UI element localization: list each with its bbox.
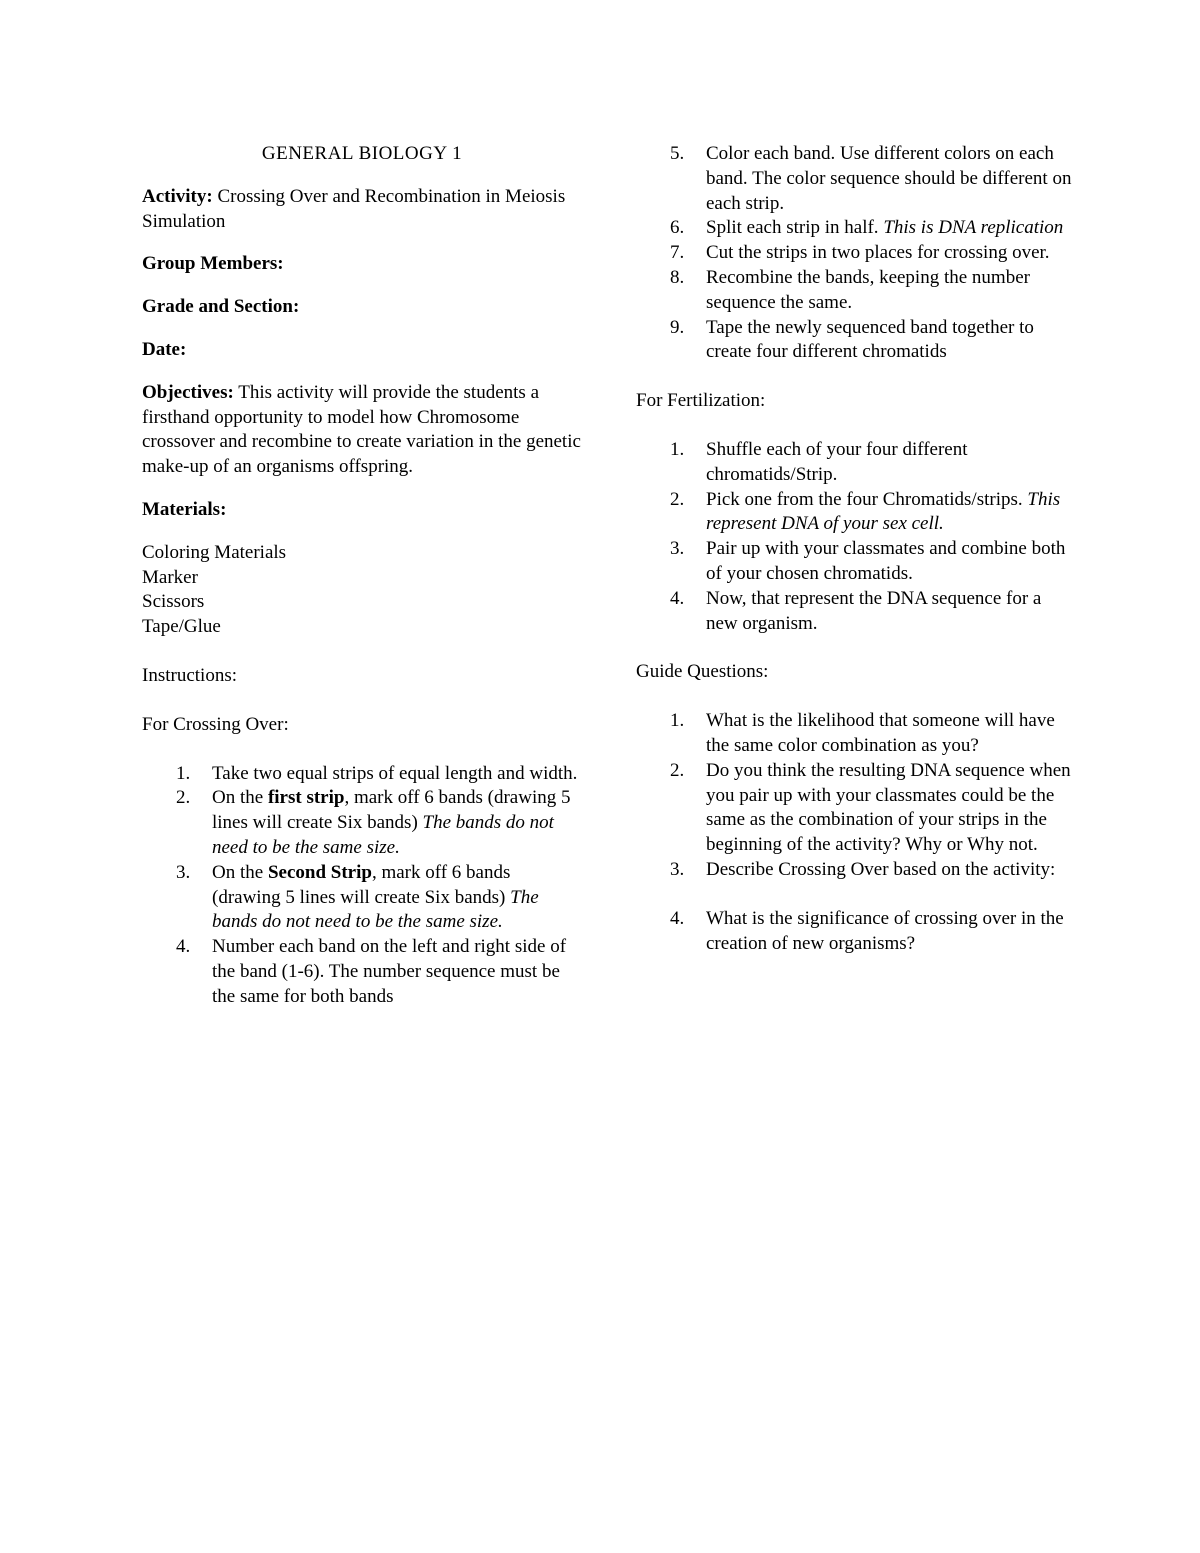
list-text: On the xyxy=(212,861,268,883)
list-text: Take two equal strips of equal length and width. xyxy=(212,762,578,784)
list-item xyxy=(636,858,1076,883)
guide-questions-label: Guide Questions: xyxy=(636,661,769,683)
crossing-over-list-continued xyxy=(636,142,1076,365)
list-text: Cut the strips in two places for crossing over. xyxy=(706,242,1050,264)
guide-questions-list xyxy=(636,709,1076,956)
list-number: 9. xyxy=(670,316,685,338)
list-bold-text: first strip xyxy=(267,787,345,809)
list-item xyxy=(636,438,1076,488)
instructions-label: Instructions: xyxy=(142,664,237,686)
list-item xyxy=(636,587,1076,637)
objectives-paragraph xyxy=(142,381,582,480)
list-number: 6. xyxy=(670,217,685,239)
right-column xyxy=(636,142,1076,956)
list-text: , mark off 6 bands (drawing 5 lines will create Six bands) xyxy=(212,861,511,908)
group-members-label: Group Members: xyxy=(142,253,284,275)
list-item xyxy=(636,488,1076,538)
list-number: 4. xyxy=(670,907,685,929)
list-text: Recombine the bands, keeping the number sequence the same. xyxy=(706,266,1030,313)
list-item xyxy=(636,316,1076,366)
list-text: What is the significance of crossing over in the creation of new organisms? xyxy=(706,907,1064,954)
list-number: 1. xyxy=(176,762,191,784)
list-item xyxy=(636,142,1076,216)
list-text: On the xyxy=(212,787,268,809)
list-text: Tape the newly sequenced band together to create four different chromatids xyxy=(706,316,1034,363)
list-number: 1. xyxy=(670,438,685,460)
material-item: Tape/Glue xyxy=(142,616,221,638)
material-item: Marker xyxy=(142,566,198,588)
list-number: 2. xyxy=(670,488,685,510)
date-label: Date: xyxy=(142,338,187,360)
list-text: Pick one from the four Chromatids/strips. xyxy=(706,488,1028,510)
left-column xyxy=(142,142,582,1010)
list-number: 8. xyxy=(670,266,685,288)
list-item xyxy=(142,786,582,860)
material-item: Coloring Materials xyxy=(142,541,287,563)
list-text: Split each strip in half. xyxy=(706,217,884,239)
activity-text: Crossing Over and Recombination in Meiosis Simulation xyxy=(142,185,566,232)
activity-label: Activity: xyxy=(142,185,213,207)
list-number: 1. xyxy=(670,710,685,732)
list-number: 2. xyxy=(176,787,191,809)
crossing-over-label: For Crossing Over: xyxy=(142,713,289,735)
list-text: Do you think the resulting DNA sequence when you pair up with your classmates could be the same as the combination of your strips in the beginning of the activity? Why or Why not. xyxy=(706,759,1071,856)
grade-section-label: Grade and Section: xyxy=(142,296,300,318)
materials-label: Materials: xyxy=(142,498,227,520)
list-number: 3. xyxy=(670,858,685,880)
list-text: Now, that represent the DNA sequence for a new organism. xyxy=(706,587,1042,634)
objectives-text: This activity will provide the students a firsthand opportunity to model how Chromosome crossover and recombine to create variation in the genetic make-up of an organisms offspring. xyxy=(142,381,581,478)
crossing-over-list xyxy=(142,762,582,1010)
objectives-label: Objectives: xyxy=(142,381,234,403)
fertilization-list xyxy=(636,438,1076,636)
material-item: Scissors xyxy=(142,591,205,613)
list-text: What is the likelihood that someone will have the same color combination as you? xyxy=(706,710,1055,756)
fertilization-label: For Fertilization: xyxy=(636,390,766,412)
list-bold-text: Second Strip xyxy=(267,861,372,883)
list-item xyxy=(636,266,1076,316)
list-number: 4. xyxy=(176,936,191,958)
list-text: Shuffle each of your four different chromatids/Strip. xyxy=(706,438,968,485)
list-item xyxy=(636,907,1076,957)
list-italic-text: This represent DNA of your sex cell. xyxy=(706,488,1061,535)
list-number: 5. xyxy=(670,143,685,164)
list-number: 3. xyxy=(176,861,191,883)
list-italic-text: This is DNA replication xyxy=(883,217,1064,239)
list-item xyxy=(636,537,1076,587)
list-item xyxy=(142,762,582,787)
list-number: 7. xyxy=(670,242,685,264)
list-text: Describe Crossing Over based on the activity: xyxy=(706,858,1056,880)
list-item xyxy=(636,709,1076,759)
list-text: Pair up with your classmates and combine both of your chosen chromatids. xyxy=(706,538,1066,584)
list-text: Number each band on the left and right side of the band (1-6). The number sequence must be the same for both bands xyxy=(212,936,567,1007)
list-item xyxy=(142,935,582,1009)
list-item xyxy=(636,216,1076,241)
list-item xyxy=(636,759,1076,858)
activity-line xyxy=(142,185,582,235)
list-number: 2. xyxy=(670,759,685,781)
list-number: 3. xyxy=(670,538,685,560)
list-italic-text: The bands do not need to be the same size. xyxy=(212,886,539,933)
list-number: 4. xyxy=(670,587,685,609)
materials-list xyxy=(142,541,582,640)
list-italic-text: The bands do not need to be the same size. xyxy=(212,812,554,858)
list-item xyxy=(142,861,582,935)
list-item xyxy=(636,241,1076,266)
list-text: Color each band. Use different colors on each band. The color sequence should be different on each strip. xyxy=(706,143,1072,214)
list-text: , mark off 6 bands (drawing 5 lines will create Six bands) xyxy=(212,787,571,834)
page-title: GENERAL BIOLOGY 1 xyxy=(261,143,463,164)
